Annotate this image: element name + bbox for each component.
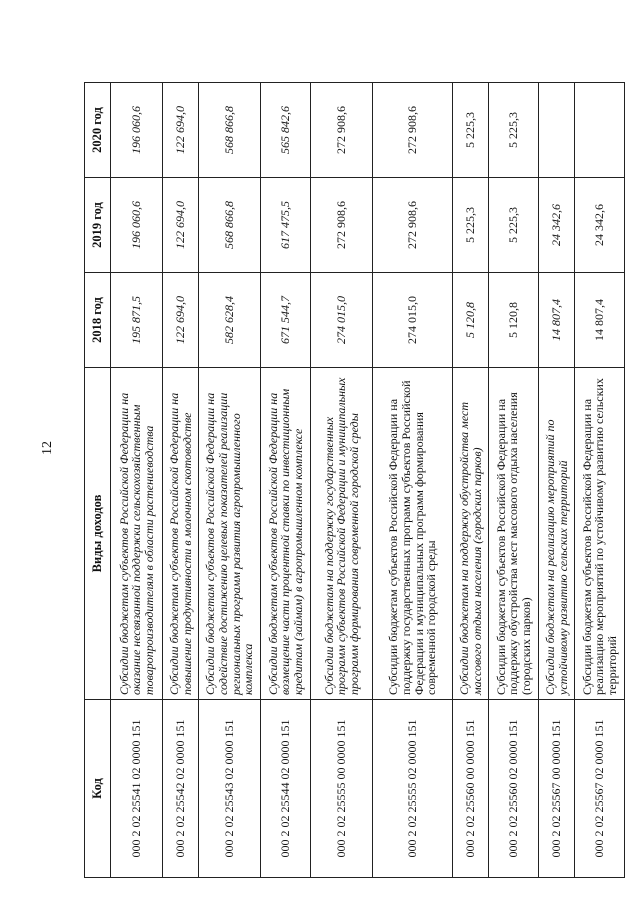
cell-code: 000 2 02 25541 02 0000 151	[111, 700, 163, 878]
cell-2019: 24 342,6	[575, 178, 625, 273]
cell-2020: 5 225,3	[453, 83, 489, 178]
cell-code: 000 2 02 25567 00 0000 151	[539, 700, 575, 878]
cell-code: 000 2 02 25542 02 0000 151	[163, 700, 199, 878]
cell-2018: 582 628,4	[199, 273, 261, 368]
cell-code: 000 2 02 25567 02 0000 151	[575, 700, 625, 878]
table-row	[575, 83, 625, 878]
cell-2019: 122 694,0	[163, 178, 199, 273]
cell-revenue-type: Субсидии бюджетам субъектов Российской Федерации на повышение продуктивности в молочном скотоводстве	[163, 368, 199, 700]
cell-2020: 122 694,0	[163, 83, 199, 178]
cell-2020: 196 060,6	[111, 83, 163, 178]
cell-2019: 5 225,3	[453, 178, 489, 273]
table-row	[539, 83, 575, 878]
cell-code: 000 2 02 25560 00 0000 151	[453, 700, 489, 878]
cell-revenue-type: Субсидии бюджетам субъектов Российской Федерации на поддержку обустройства мест массового отдыха населения (городских парков)	[489, 368, 539, 700]
table-row	[311, 83, 373, 878]
cell-revenue-type: Субсидии бюджетам субъектов Российской Федерации на оказание несвязанной поддержки сельскохозяйственным товаропроизводителям в области растениеводства	[111, 368, 163, 700]
cell-2020: 565 842,6	[261, 83, 311, 178]
cell-code: 000 2 02 25544 02 0000 151	[261, 700, 311, 878]
header-2018: 2018 год	[85, 273, 111, 368]
cell-2019: 272 908,6	[311, 178, 373, 273]
cell-2018: 122 694,0	[163, 273, 199, 368]
table-row	[489, 83, 539, 878]
cell-revenue-type: Субсидии бюджетам на поддержку государственных программ субъектов Российской Федерации и муниципальных программ формирования современной городской среды	[311, 368, 373, 700]
header-revenue-type: Виды доходов	[85, 368, 111, 700]
cell-code: 000 2 02 25555 02 0000 151	[373, 700, 453, 878]
cell-2020: 272 908,6	[373, 83, 453, 178]
cell-2020	[575, 83, 625, 178]
cell-code: 000 2 02 25560 02 0000 151	[489, 700, 539, 878]
cell-revenue-type: Субсидии бюджетам субъектов Российской Федерации на содействие достижению целевых показателей реализации региональных программ развития агропромышленного комплекса	[199, 368, 261, 700]
cell-2020: 568 866,8	[199, 83, 261, 178]
cell-code: 000 2 02 25543 02 0000 151	[199, 700, 261, 878]
cell-2020	[539, 83, 575, 178]
cell-revenue-type: Субсидии бюджетам на поддержку обустройства мест массового отдыха населения (городских парков)	[453, 368, 489, 700]
cell-2018: 274 015,0	[311, 273, 373, 368]
table-row	[373, 83, 453, 878]
cell-code: 000 2 02 25555 00 0000 151	[311, 700, 373, 878]
cell-2018: 671 544,7	[261, 273, 311, 368]
cell-revenue-type: Субсидии бюджетам субъектов Российской Федерации на возмещение части процентной ставки по инвестиционным кредитам (займам) в агропромышленном комплексе	[261, 368, 311, 700]
cell-2018: 274 015,0	[373, 273, 453, 368]
cell-2019: 24 342,6	[539, 178, 575, 273]
cell-2019: 5 225,3	[489, 178, 539, 273]
cell-2018: 5 120,8	[453, 273, 489, 368]
header-2019: 2019 год	[85, 178, 111, 273]
table-header-row	[85, 83, 111, 878]
header-2020: 2020 год	[85, 83, 111, 178]
cell-2020: 272 908,6	[311, 83, 373, 178]
rotated-page-content	[84, 82, 619, 878]
cell-2020: 5 225,3	[489, 83, 539, 178]
table-row	[163, 83, 199, 878]
revenue-table	[84, 82, 625, 878]
table-row	[261, 83, 311, 878]
header-code: Код	[85, 700, 111, 878]
cell-2019: 568 866,8	[199, 178, 261, 273]
cell-2018: 14 807,4	[575, 273, 625, 368]
cell-2019: 196 060,6	[111, 178, 163, 273]
cell-2018: 195 871,5	[111, 273, 163, 368]
cell-revenue-type: Субсидии бюджетам субъектов Российской Федерации на поддержку государственных программ субъектов Российской Федерации и муниципальных программ формирования современной городской среды	[373, 368, 453, 700]
table-row	[453, 83, 489, 878]
cell-2018: 5 120,8	[489, 273, 539, 368]
table-row	[199, 83, 261, 878]
cell-2019: 617 475,5	[261, 178, 311, 273]
cell-revenue-type: Субсидии бюджетам на реализацию мероприятий по устойчивому развитию сельских территорий	[539, 368, 575, 700]
cell-2019: 272 908,6	[373, 178, 453, 273]
table-row	[111, 83, 163, 878]
page-number: 12	[40, 441, 55, 455]
cell-revenue-type: Субсидии бюджетам субъектов Российской Федерации на реализацию мероприятий по устойчивому развитию сельских территорий	[575, 368, 625, 700]
cell-2018: 14 807,4	[539, 273, 575, 368]
